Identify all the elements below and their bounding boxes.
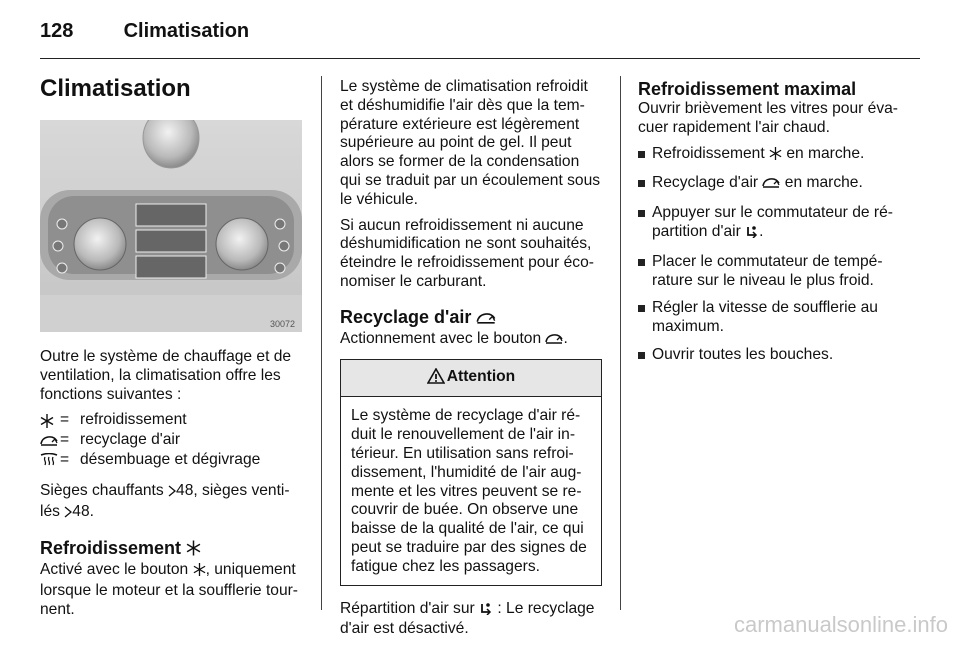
air-recirculation-icon [40,431,60,450]
bullet-text: Placer le commutateur de tempé-rature sur le niveau le plus froid. [652,252,883,289]
air-recirculation-icon [545,332,563,351]
cooling-title-text: Refroidissement [40,538,187,559]
recycle-title-text: Recyclage d'air [340,306,477,327]
seats-text: Sièges chauffants [40,481,169,499]
list-item [638,204,906,244]
column-divider [321,76,322,610]
definition-text: recyclage d'air [80,431,181,449]
seats-page[interactable]: 48. [72,502,94,520]
cooling-text-1: Activé avec le bouton [40,561,193,579]
warning-icon [427,368,445,390]
cooling-title [40,537,306,561]
watermark: carmanualsonline.info [733,612,948,637]
cooling-text-2: , uniquement lorsque le moteur et la soufflerie tour-nent. [40,561,299,618]
max-cooling-intro: Ouvrir brièvement les vitres pour éva-cuer rapidement l'air chaud. [638,100,898,136]
page-header [40,20,249,43]
function-definitions [40,411,306,469]
section-title: Climatisation [40,75,191,102]
attention-title: Attention [446,367,516,385]
column-divider [620,76,621,610]
climate-panel-figure [40,120,302,332]
header-rule [40,58,920,59]
list-item [638,145,906,166]
recycle-text-end: . [563,329,568,347]
equals-sign: = [60,411,70,429]
attention-box [340,359,602,586]
seats-text: lés [40,502,65,520]
max-cooling-steps [638,145,906,365]
bullet-text-end: en marche. [780,174,863,192]
bullet-text: Régler la vitesse de soufflerie au maximum. [652,299,878,336]
list-item [638,174,906,195]
column-1 [40,74,306,627]
recycle-text [340,330,602,351]
bullet-text-end: . [759,222,764,240]
recycle-text-1: Actionnement avec le bouton [340,329,546,347]
column-2 [340,78,602,646]
attention-header [341,360,601,398]
ac-disable-text: Si aucun refroidissement ni aucune déshumidification ne sont souhaités, éteindre le refroidissement pour éco-nomiser le carburant. [340,216,594,290]
attention-body: Le système de recyclage d'air ré-duit le renouvellement de l'air in-térieur. En utilisation sans refroi-dissement, l'humidité de l'air aug-mente et les vitres peuvent se re-couvrir de buée. On observe une baisse de la qualité de l'air, ce qui peut se traduire par des signes de fatigue chez les passagers. [351,407,587,575]
page-number: 128 [40,20,74,42]
air-recirculation-icon [762,176,780,195]
air-distribution-icon [479,602,493,621]
page-ref-icon [168,484,176,503]
recycle-title [340,306,602,330]
intro-text: Outre le système de chauffage et de ventilation, la climatisation offre les fonctions suivantes : [40,348,292,403]
snowflake-icon [769,147,782,166]
ac-description: Le système de climatisation refroidit et déshumidifie l'air dès que la tem-pérature extérieure est légèrement supérieure au point de gel. Il peut alors se former de la condensation qui se traduit par un écoulement sous le véhicule. [340,78,601,208]
equals-sign: = [60,450,70,468]
bullet-text-end: en marche. [782,144,865,162]
equals-sign: = [60,431,70,449]
chapter-title: Climatisation [123,20,250,42]
air-recirculation-icon [476,308,496,330]
list-item [638,253,906,291]
distribution-text-1: Répartition d'air sur [340,599,480,617]
bullet-text: Refroidissement [652,144,769,162]
distribution-text-2: : Le recyclage d'air est désactivé. [340,599,595,638]
cooling-text [40,561,306,619]
snowflake-icon [40,411,60,430]
definition-text: désembuage et dégivrage [80,450,261,468]
definition-text: refroidissement [80,411,187,429]
air-distribution-icon [745,225,759,244]
seats-reference [40,482,306,524]
snowflake-icon [193,563,206,582]
bullet-text: Appuyer sur le commutateur de ré-partition d'air [652,204,893,240]
defrost-icon [40,451,60,470]
figure-code: 30072 [269,319,295,329]
snowflake-icon [186,539,201,561]
bullet-text: Ouvrir toutes les bouches. [652,345,834,363]
max-cooling-title: Refroidissement maximal [638,79,857,99]
column-3 [638,78,906,374]
seats-page[interactable]: 48, sièges venti- [176,481,290,499]
list-item [638,299,906,337]
distribution-text [340,600,602,640]
bullet-text: Recyclage d'air [652,174,763,192]
list-item [638,346,906,365]
